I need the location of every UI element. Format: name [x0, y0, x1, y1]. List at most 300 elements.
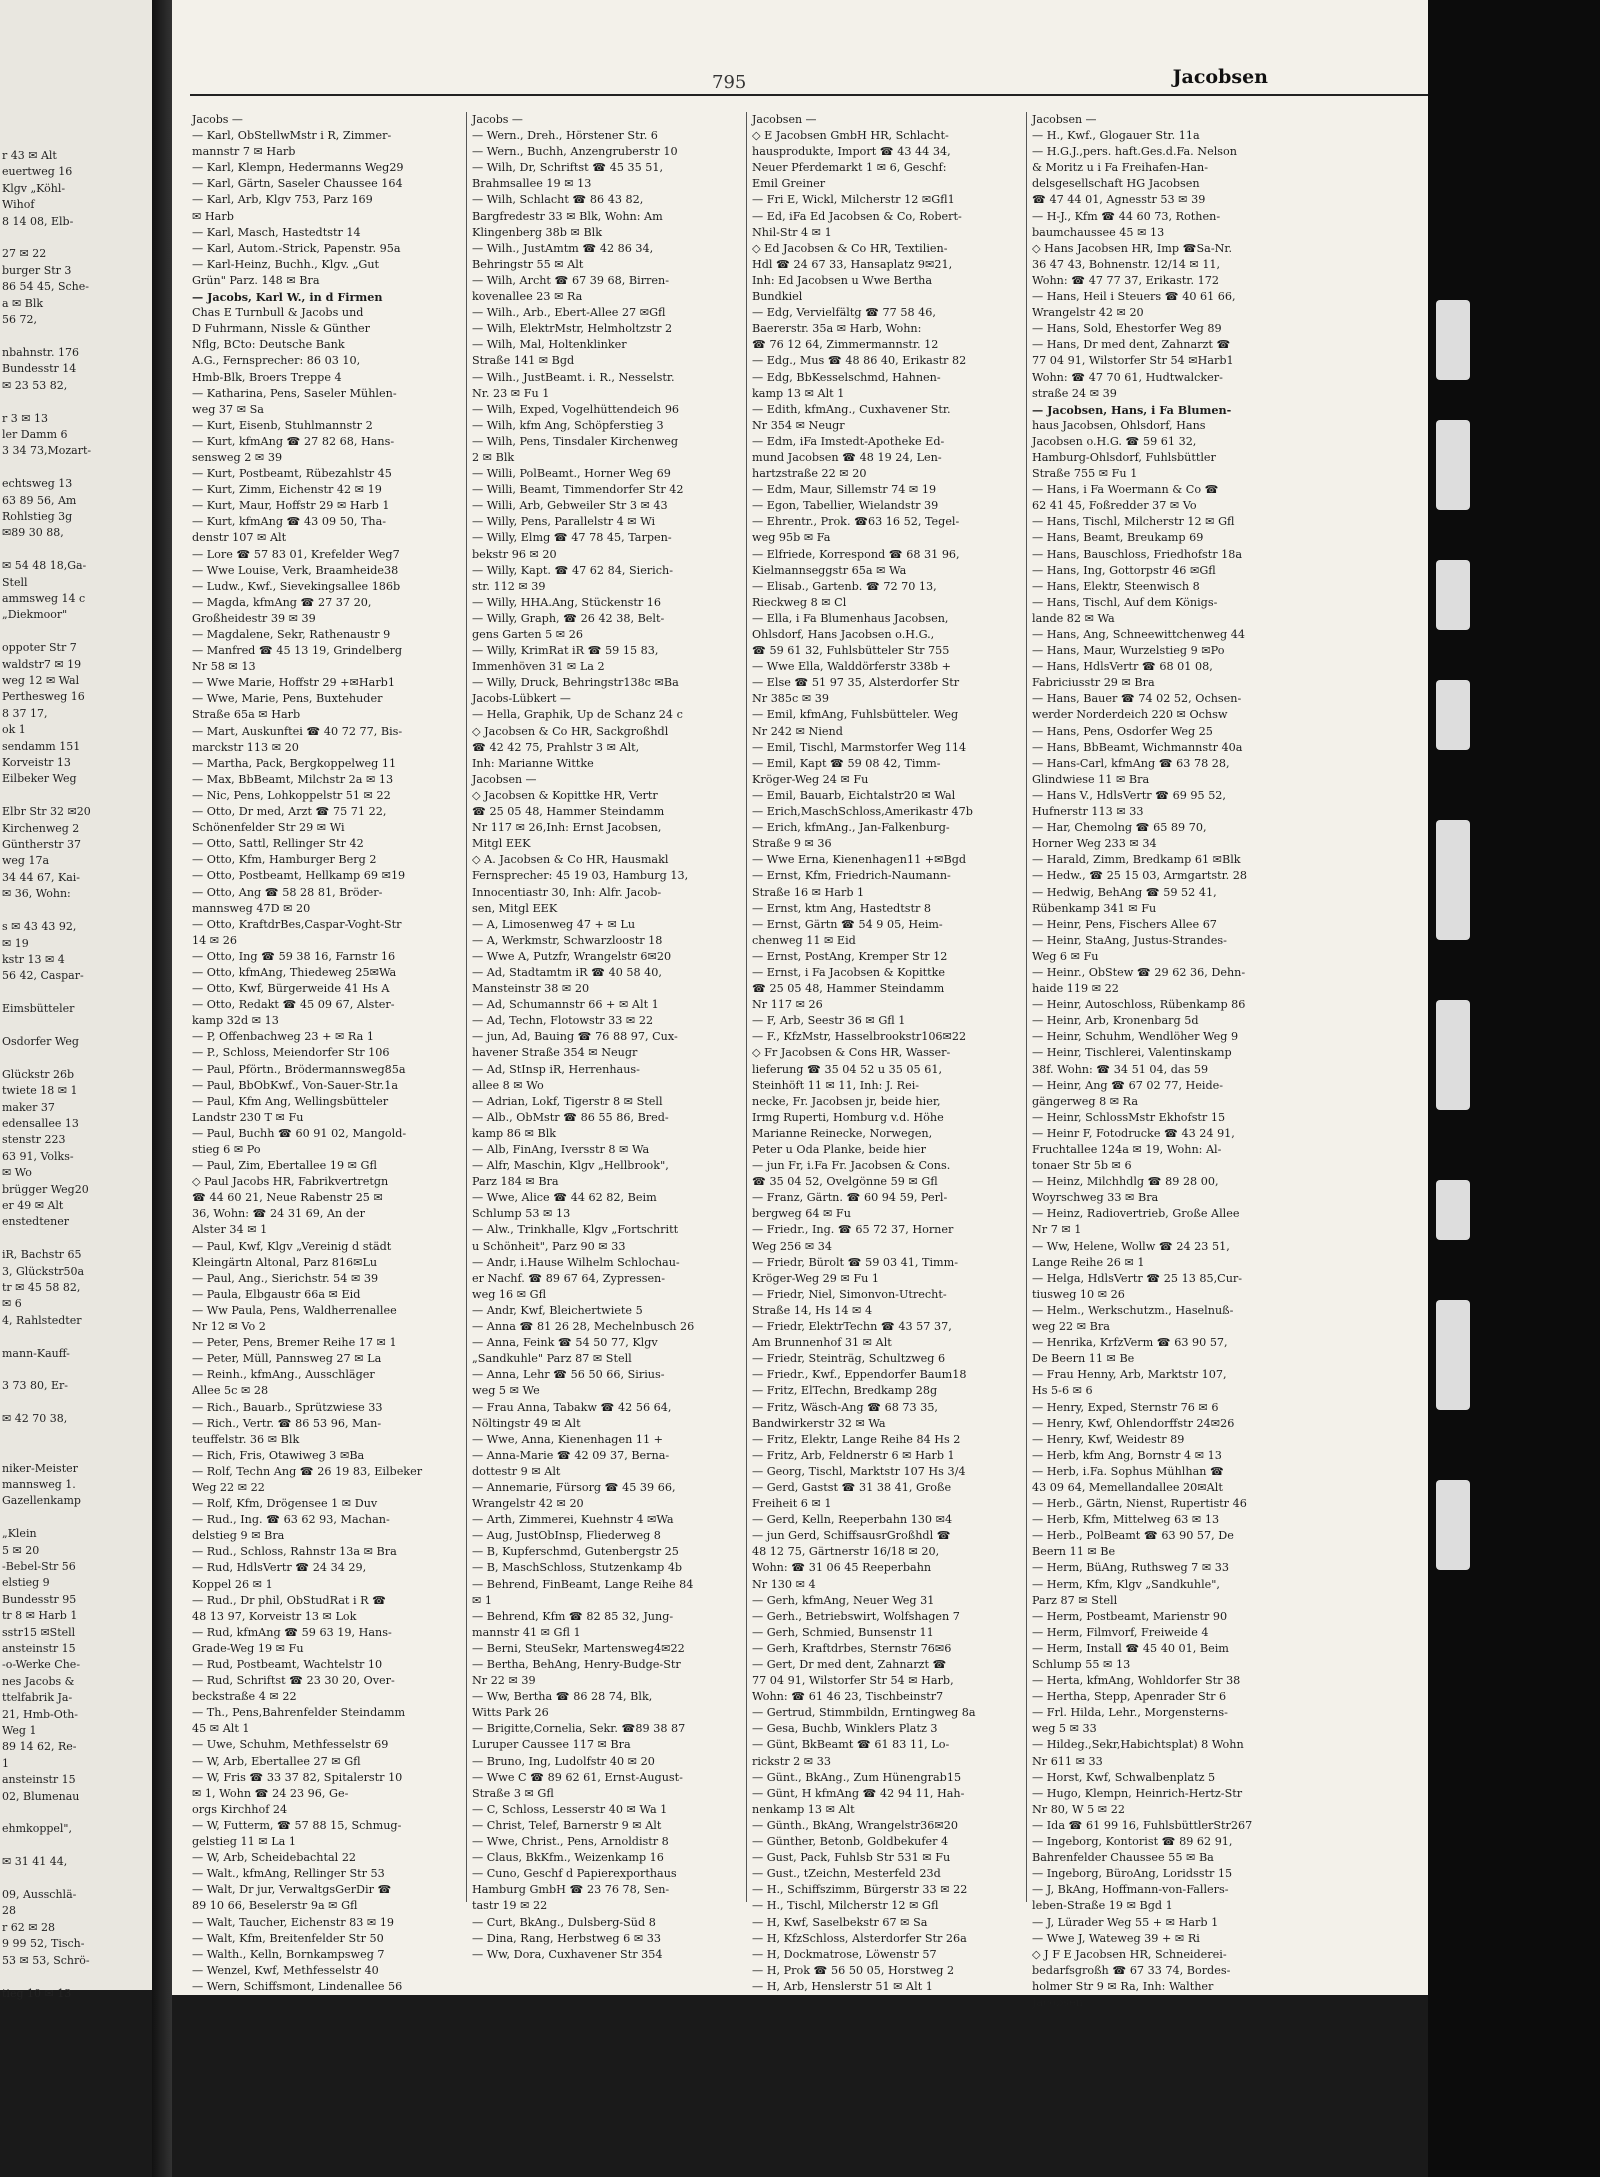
directory-entry-line: Fabriciusstr 29 ✉ Bra: [1032, 676, 1155, 690]
previous-page-line: [0, 460, 91, 476]
previous-page-line: -Bebel-Str 56: [2, 1559, 76, 1573]
directory-entry-line: er Nachf. ☎ 89 67 64, Zypressen-: [472, 1271, 666, 1285]
previous-page-line: [0, 1510, 91, 1526]
directory-entry-line: — Fri E, Wickl, Milcherstr 12 ✉Gfl1: [752, 193, 955, 207]
directory-entry-line: — Ad, Schumannstr 66 + ✉ Alt 1: [472, 998, 659, 1012]
directory-entry-line: mannsweg 47D ✉ 20: [192, 901, 311, 915]
directory-entry-line: — H-J., Kfm ☎ 44 60 73, Rothen-: [1032, 209, 1221, 223]
directory-entry-line: — Heinr F, Fotodrucke ☎ 43 24 91,: [1032, 1126, 1235, 1140]
directory-entry-line: — Henry, Exped, Sternstr 76 ✉ 6: [1032, 1400, 1219, 1414]
directory-entry-line: Mansteinstr 38 ✉ 20: [472, 982, 590, 996]
previous-page-line: Bundesstr 14: [2, 362, 77, 376]
directory-entry-line: holmer Str 9 ✉ Ra, Inh: Walther: [1032, 1979, 1214, 1993]
column-divider: [466, 112, 467, 1902]
previous-page-line: 8 14 08, Elb-: [2, 214, 74, 228]
directory-entry-line: — Herta, kfmAng, Wohldorfer Str 38: [1032, 1674, 1241, 1688]
previous-page-line: mann-Kauff-: [2, 1346, 70, 1360]
directory-entry-line: — Paul, Pförtn., Brödermannsweg85a: [192, 1062, 406, 1076]
directory-entry-line: Innocentiastr 30, Inh: Alfr. Jacob-: [472, 885, 662, 899]
directory-entry-line: — Wilh., Arb., Ebert-Allee 27 ✉Gfl: [472, 306, 666, 320]
directory-entry-line: — Walth., Kelln, Bornkampsweg 7: [192, 1947, 385, 1961]
directory-entry-line: ☎ 44 60 21, Neue Rabenstr 25 ✉: [192, 1191, 383, 1205]
previous-page-line: -o-Werke Che-: [2, 1658, 81, 1672]
directory-entry-line: — Helga, HdlsVertr ☎ 25 13 85,Cur-: [1032, 1271, 1243, 1285]
directory-entry-line: 62 41 45, Foßredder 37 ✉ Vo: [1032, 499, 1197, 513]
directory-entry-line: — Heinr, SchlossMstr Ekhofstr 15: [1032, 1110, 1226, 1124]
directory-entry-line: D Fuhrmann, Nissle & Günther: [192, 322, 370, 336]
directory-entry-line: — Wilh, ElektrMstr, Helmholtzstr 2: [472, 322, 673, 336]
directory-entry-line: Schönenfelder Str 29 ✉ Wi: [192, 821, 345, 835]
directory-entry-line: ✉ 1, Wohn ☎ 24 23 96, Ge-: [192, 1786, 349, 1800]
directory-entry-line: — Rolf, Kfm, Drögensee 1 ✉ Duv: [192, 1497, 378, 1511]
directory-entry-line: — Annemarie, Fürsorg ☎ 45 39 66,: [472, 1480, 676, 1494]
directory-entry-line: tonaer Str 5b ✉ 6: [1032, 1159, 1132, 1173]
directory-entry-line: Chas E Turnbull & Jacobs und: [192, 306, 364, 320]
directory-entry-line: — Henry, Kwf, Weidestr 89: [1032, 1432, 1185, 1446]
previous-page-line: mannsweg 1.: [2, 1477, 76, 1491]
directory-entry-line: ☎ 25 05 48, Hammer Steindamm: [752, 982, 945, 996]
directory-entry-line: Wrangelstr 42 ✉ 20: [472, 1497, 584, 1511]
directory-entry-line: — Kurt, Zimm, Eichenstr 42 ✉ 19: [192, 483, 382, 497]
previous-page-line: 86 54 45, Sche-: [2, 280, 89, 294]
directory-entry-line: Kielmannseggstr 65a ✉ Wa: [752, 563, 907, 577]
directory-entry-line: — Andr, Kwf, Bleichertwiete 5: [472, 1303, 643, 1317]
previous-page-line: sendamm 151: [2, 739, 81, 753]
directory-entry-line: — Wenzel, Kwf, Methfesselstr 40: [192, 1963, 379, 1977]
directory-entry-line: Bargfredestr 33 ✉ Blk, Wohn: Am: [472, 209, 663, 223]
directory-entry-line: lieferung ☎ 35 04 52 u 35 05 61,: [752, 1062, 943, 1076]
directory-entry-line: — Rud, Schriftst ☎ 23 30 20, Over-: [192, 1674, 395, 1688]
directory-entry-line: — Alb., ObMstr ☎ 86 55 86, Bred-: [472, 1110, 669, 1124]
previous-page-line: sstr15 ✉Stell: [2, 1625, 76, 1639]
directory-entry-line: — Otto, Kwf, Bürgerweide 41 Hs A: [192, 982, 390, 996]
directory-entry-line: Nflg, BCto: Deutsche Bank: [192, 338, 345, 352]
directory-entry-line: — Herb., PolBeamt ☎ 63 90 57, De: [1032, 1529, 1234, 1543]
previous-page-line: ✉ 6: [2, 1297, 22, 1311]
directory-entry-line: — Friedr, ElektrTechn ☎ 43 57 37,: [752, 1320, 952, 1334]
directory-entry-line: weg 37 ✉ Sa: [192, 402, 264, 416]
directory-entry-line: 14 ✉ 26: [192, 933, 237, 947]
directory-entry-line: — Wwe, Marie, Pens, Buxtehuder: [192, 692, 383, 706]
previous-page-line: waldstr7 ✉ 19: [2, 657, 82, 671]
directory-entry-line: ◇ A. Jacobsen & Co HR, Hausmakl: [472, 853, 669, 867]
directory-entry-line: — Hans, Elektr, Steenwisch 8: [1032, 579, 1200, 593]
page-number: 795: [712, 72, 747, 93]
previous-page-line: r 62 ✉ 28: [2, 1920, 55, 1934]
previous-page-line: ✉ 36, Wohn:: [2, 887, 71, 901]
directory-entry-line: — Behrend, FinBeamt, Lange Reihe 84: [472, 1577, 694, 1591]
directory-entry-line: Hamburg GmbH ☎ 23 76 78, Sen-: [472, 1883, 670, 1897]
directory-entry-line: — Wilh, Dr, Schriftst ☎ 45 35 51,: [472, 161, 664, 175]
directory-entry-line: ◇ Fr Jacobsen & Cons HR, Wasser-: [752, 1046, 951, 1060]
previous-page-line: 34 44 67, Kai-: [2, 870, 80, 884]
column-divider: [746, 112, 747, 1902]
edge-mark: [1436, 1000, 1470, 1110]
previous-page-line: 4, Rahlstedter: [2, 1313, 82, 1327]
directory-entry-line: — Mart, Auskunftei ☎ 40 72 77, Bis-: [192, 724, 403, 738]
directory-entry-line: — Wern., Dreh., Hörstener Str. 6: [472, 129, 658, 143]
directory-entry-line: mund Jacobsen ☎ 48 19 24, Len-: [752, 450, 942, 464]
previous-page-line: Elbr Str 32 ✉20: [2, 805, 91, 819]
directory-entry-line: Jacobs-Lübkert —: [472, 692, 571, 706]
directory-entry-line: Ohlsdorf, Hans Jacobsen o.H.G.,: [752, 628, 935, 641]
directory-entry-line: Kleingärtn Altonal, Parz 816✉Lu: [192, 1255, 378, 1269]
directory-entry-line: — Manfred ☎ 45 13 19, Grindelberg: [192, 644, 403, 658]
directory-entry-line: — H., Tischl, Milcherstr 12 ✉ Gfl: [752, 1899, 939, 1913]
previous-page-line: r 43 ✉ Alt: [2, 149, 57, 162]
directory-entry-line: Marianne Reinecke, Norwegen,: [752, 1126, 933, 1140]
previous-page-line: Wihof: [2, 198, 35, 212]
directory-entry-line: — H, KfzSchloss, Alsterdorfer Str 26a: [752, 1931, 967, 1945]
directory-entry-line: kamp 13 ✉ Alt 1: [752, 386, 845, 400]
directory-entry-line: — Gert, Dr med dent, Zahnarzt ☎: [752, 1658, 947, 1671]
directory-entry-line: Bahrenfelder Chaussee 55 ✉ Ba: [1032, 1851, 1214, 1865]
directory-entry-line: — Martha, Pack, Bergkoppelweg 11: [192, 756, 397, 770]
previous-page-line: ansteinstr 15: [2, 1773, 76, 1787]
directory-entry-line: allee 8 ✉ Wo: [472, 1078, 544, 1092]
directory-entry-line: — Fritz, ElTechn, Bredkamp 28g: [752, 1384, 938, 1398]
directory-entry-line: mannstr 41 ✉ Gfl 1: [472, 1625, 581, 1639]
previous-page-line: [0, 1395, 91, 1411]
directory-entry-line: — Peter, Pens, Bremer Reihe 17 ✉ 1: [192, 1336, 397, 1350]
directory-entry-line: — Anna, Lehr ☎ 56 50 66, Sirius-: [472, 1368, 665, 1382]
directory-entry-line: — Adrian, Lokf, Tigerstr 8 ✉ Stell: [472, 1094, 663, 1108]
directory-entry-line: — jun, Ad, Bauing ☎ 76 88 97, Cux-: [472, 1030, 678, 1044]
column-divider: [1026, 112, 1027, 1902]
previous-page-line: nes Jacobs &: [2, 1674, 75, 1688]
directory-entry-line: Straße 14, Hs 14 ✉ 4: [752, 1303, 873, 1317]
directory-entry-line: — Rud, HdlsVertr ☎ 24 34 29,: [192, 1561, 367, 1575]
directory-entry-line: Nr 117 ✉ 26,Inh: Ernst Jacobsen,: [472, 821, 662, 835]
directory-entry-line: — Hildeg.,Sekr,Habichtsplat) 8 Wohn: [1032, 1738, 1244, 1752]
directory-entry-line: Nr 80, W 5 ✉ 22: [1032, 1802, 1125, 1816]
directory-entry-line: — Heinr, Tischlerei, Valentinskamp: [1032, 1046, 1232, 1060]
directory-entry-line: ☎ 59 61 32, Fuhlsbütteler Str 755: [752, 644, 950, 658]
directory-entry-line: ✉ Harb: [192, 209, 234, 223]
directory-entry-line: — Herm, Postbeamt, Marienstr 90: [1032, 1609, 1228, 1623]
previous-page-line: Gazellenkamp: [2, 1494, 81, 1508]
directory-entry-line: Fernsprecher: 45 19 03, Hamburg 13,: [472, 869, 689, 883]
directory-entry-line: haus Jacobsen, Ohlsdorf, Hans: [1032, 418, 1206, 432]
directory-entry-line: marckstr 113 ✉ 20: [192, 740, 299, 754]
previous-page-line: 56 72,: [2, 313, 37, 327]
directory-entry-line: Nr 385c ✉ 39: [752, 692, 830, 706]
directory-entry-line: — Günt, H kfmAng ☎ 42 94 11, Hah-: [752, 1786, 965, 1800]
directory-entry-line: — Günther, Betonb, Goldbekufer 4: [752, 1835, 949, 1849]
directory-entry-line: — Frl. Hilda, Lehr., Morgensterns-: [1032, 1706, 1228, 1720]
directory-entry-line: — Wwe, Anna, Kienenhagen 11 +: [472, 1432, 663, 1446]
directory-entry-line: Bandwirkerstr 32 ✉ Wa: [752, 1416, 886, 1430]
header-rule: [190, 94, 1428, 96]
directory-entry-line: Weg 22 ✉ 22: [192, 1480, 265, 1494]
previous-page-line: [0, 624, 91, 640]
directory-entry-line: — Harald, Zimm, Bredkamp 61 ✉Blk: [1032, 853, 1241, 867]
directory-entry-line: — Edg, BbKesselschmd, Hahnen-: [752, 370, 941, 384]
directory-entry-line: — jun Fr, i.Fa Fr. Jacobsen & Cons.: [752, 1159, 951, 1173]
edge-mark: [1436, 1480, 1470, 1570]
directory-entry-line: — Hans, Bauschloss, Friedhofstr 18a: [1032, 547, 1243, 561]
directory-entry-line: baumchaussee 45 ✉ 13: [1032, 225, 1165, 239]
previous-page-line: 3 34 73,Mozart-: [2, 444, 92, 458]
directory-entry-line: — Alb, FinAng, Iversstr 8 ✉ Wa: [472, 1143, 650, 1156]
directory-entry-line: — Wwe C ☎ 89 62 61, Ernst-August-: [472, 1770, 683, 1784]
directory-entry-line: — Fritz, Arb, Feldnerstr 6 ✉ Harb 1: [752, 1448, 955, 1462]
directory-entry-line: Wohn: ☎ 47 70 61, Hudtwalcker-: [1032, 370, 1223, 384]
directory-entry-line: — Gesa, Buchb, Winklers Platz 3: [752, 1722, 938, 1736]
previous-page-line: Eimsbütteler: [2, 1002, 75, 1016]
directory-entry-line: A.G., Fernsprecher: 86 03 10,: [192, 354, 361, 368]
directory-entry-line: Fruchtallee 124a ✉ 19, Wohn: Al-: [1032, 1143, 1222, 1156]
directory-entry-line: — Otto, Redakt ☎ 45 09 67, Alster-: [192, 998, 395, 1012]
directory-entry-line: Am Brunnenhof 31 ✉ Alt: [752, 1336, 892, 1350]
directory-entry-line: — Gerd, Kelln, Reeperbahn 130 ✉4: [752, 1513, 953, 1527]
directory-entry-line: — Frau Henny, Arb, Marktstr 107,: [1032, 1368, 1227, 1382]
directory-entry-line: Straße 16 ✉ Harb 1: [752, 885, 865, 899]
directory-entry-line: — Wilh, Schlacht ☎ 86 43 82,: [472, 193, 644, 207]
directory-entry-line: Straße 9 ✉ 36: [752, 837, 832, 851]
directory-column-2: [472, 112, 740, 1961]
directory-entry-line: — Hans, Pens, Osdorfer Weg 25: [1032, 724, 1213, 738]
previous-page-line: Kirchenweg 2: [2, 821, 80, 835]
directory-entry-line: — Heinr, Pens, Fischers Allee 67: [1032, 917, 1217, 931]
edge-mark: [1436, 1300, 1470, 1410]
previous-page-line: [0, 328, 91, 344]
directory-entry-line: — B, MaschSchloss, Stutzenkamp 4b: [472, 1561, 683, 1575]
directory-entry-line: Beern 11 ✉ Be: [1032, 1545, 1116, 1559]
directory-entry-line: — Friedr, Bürolt ☎ 59 03 41, Timm-: [752, 1255, 959, 1269]
directory-entry-line: nenkamp 13 ✉ Alt: [752, 1802, 855, 1816]
directory-entry-line: Nr 117 ✉ 26: [752, 998, 823, 1012]
directory-entry-line: — Edith, kfmAng., Cuxhavener Str.: [752, 402, 951, 416]
previous-page-line: [0, 1838, 91, 1854]
directory-entry-line: — Friedr., Ing. ☎ 65 72 37, Horner: [752, 1223, 954, 1237]
directory-entry-line: — Friedr., Kwf., Eppendorfer Baum18: [752, 1368, 967, 1382]
directory-entry-line: bedarfsgroßh ☎ 67 33 74, Bordes-: [1032, 1963, 1231, 1977]
directory-entry-line: — Hertha, Stepp, Apenrader Str 6: [1032, 1690, 1227, 1704]
directory-entry-line: — Herm, Filmvorf, Freiweide 4: [1032, 1625, 1209, 1639]
previous-page-line: 28: [2, 1904, 16, 1918]
directory-entry-line: Emil Greiner: [752, 177, 826, 191]
directory-entry-line: — Hedwig, BehAng ☎ 59 52 41,: [1032, 885, 1217, 899]
directory-entry-line: Schlump 53 ✉ 13: [472, 1207, 571, 1221]
directory-entry-line: — Nic, Pens, Lohkoppelstr 51 ✉ 22: [192, 788, 391, 802]
directory-entry-line: 2 ✉ Blk: [472, 450, 515, 464]
directory-entry-line: — Ida ☎ 61 99 16, FuhlsbüttlerStr267: [1032, 1818, 1253, 1832]
directory-entry-line: Glindwiese 11 ✉ Bra: [1032, 772, 1150, 786]
directory-entry-line: Hmb-Blk, Broers Treppe 4: [192, 370, 342, 384]
directory-entry-line: — Max, BbBeamt, Milchstr 2a ✉ 13: [192, 772, 394, 786]
previous-page-line: ansteinstr 15: [2, 1641, 76, 1655]
directory-entry-line: — Ernst, Kfm, Friedrich-Naumann-: [752, 869, 951, 883]
previous-page-line: Osdorfer Weg: [2, 1034, 79, 1048]
directory-entry-line: Straße 755 ✉ Fu 1: [1032, 467, 1138, 481]
directory-entry-line: tastr 19 ✉ 22: [472, 1899, 548, 1913]
directory-entry-line: — F., KfzMstr, Hasselbrookstr106✉22: [752, 1030, 967, 1044]
directory-entry-line: & Moritz u i Fa Freihafen-Han-: [1032, 161, 1209, 175]
directory-entry-line: Nr. 23 ✉ Fu 1: [472, 386, 550, 400]
previous-page-line: r 3 ✉ 13: [2, 411, 48, 425]
directory-entry-line: Wohn: ☎ 31 06 45 Reeperbahn: [752, 1561, 932, 1575]
directory-entry-line: teuffelstr. 36 ✉ Blk: [192, 1432, 300, 1446]
directory-entry-line: Witts Park 26: [472, 1706, 549, 1720]
directory-entry-line: — Herb., Gärtn, Nienst, Rupertistr 46: [1032, 1497, 1247, 1511]
directory-entry-line: Jacobsen —: [1032, 113, 1097, 126]
directory-entry-line: bergweg 64 ✉ Fu: [752, 1207, 851, 1221]
directory-entry-line: Weg 6 ✉ Fu: [1032, 949, 1099, 963]
directory-entry-line: Immenhöven 31 ✉ La 2: [472, 660, 605, 674]
directory-entry-line: — Magdalene, Sekr, Rathenaustr 9: [192, 628, 391, 641]
directory-entry-line: — Edg., Mus ☎ 48 86 40, Erikastr 82: [752, 354, 967, 368]
directory-entry-line: — Horst, Kwf, Schwalbenplatz 5: [1032, 1770, 1216, 1784]
directory-entry-line: — Aug, JustObInsp, Fliederweg 8: [472, 1529, 661, 1543]
previous-page-line: 5 ✉ 20: [2, 1543, 40, 1557]
directory-entry-line: Woyrschweg 33 ✉ Bra: [1032, 1191, 1159, 1205]
previous-page-line: euertweg 16: [2, 165, 73, 179]
previous-page-line: ler Damm 6: [2, 427, 68, 441]
directory-entry-line: ☎ 25 05 48, Hammer Steindamm: [472, 805, 665, 819]
directory-entry-line: — Andr, i.Hause Wilhelm Schlochau-: [472, 1255, 680, 1269]
directory-entry-line: — Hans, Tischl, Milcherstr 12 ✉ Gfl: [1032, 515, 1235, 529]
directory-entry-line: straße 24 ✉ 39: [1032, 386, 1117, 400]
directory-entry-line: Inh: Marianne Wittke: [472, 756, 594, 770]
directory-entry-line: Nr 130 ✉ 4: [752, 1577, 816, 1591]
directory-entry-line: Jacobsen: [1032, 1995, 1083, 2009]
directory-entry-line: — Rich., Vertr. ☎ 86 53 96, Man-: [192, 1416, 382, 1430]
directory-column-3: [752, 112, 1020, 1993]
directory-entry-line: — Ernst, PostAng, Kremper Str 12: [752, 949, 948, 963]
directory-entry-line: necke, Fr. Jacobsen jr, beide hier,: [752, 1094, 941, 1108]
directory-entry-line: — H, Kwf, Saselbekstr 67 ✉ Sa: [752, 1915, 928, 1929]
directory-entry-line: — Otto, kfmAng, Thiedeweg 25✉Wa: [192, 965, 397, 979]
directory-entry-line: — Kurt, Postbeamt, Rübezahlstr 45: [192, 467, 392, 481]
directory-entry-line: — P., Schloss, Meiendorfer Str 106: [192, 1046, 390, 1060]
directory-entry-line: — Behrend, Kfm ☎ 82 85 32, Jung-: [472, 1609, 674, 1623]
directory-entry-line: — Ludw., Kwf., Sievekingsallee 186b: [192, 579, 401, 593]
directory-entry-line: werder Norderdeich 220 ✉ Ochsw: [1032, 708, 1228, 722]
previous-page-line: twiete 18 ✉ 1: [2, 1084, 78, 1098]
previous-page-line: ✉ 23 53 82,: [2, 378, 68, 392]
directory-entry-line: — Herb, Kfm, Mittelweg 63 ✉ 13: [1032, 1513, 1220, 1527]
directory-entry-line: Landstr 230 T ✉ Fu: [192, 1110, 304, 1124]
directory-entry-line: — Th., Pens,Bahrenfelder Steindamm: [192, 1706, 406, 1720]
directory-entry-line: — Willy, KrimRat iR ☎ 59 15 83,: [472, 644, 659, 658]
edge-mark: [1436, 680, 1470, 750]
directory-entry-line: rickstr 2 ✉ 33: [752, 1754, 831, 1768]
directory-entry-line: hartzstraße 22 ✉ 20: [752, 467, 867, 481]
directory-entry-line: — Jacobs, Karl W., in d Firmen: [192, 290, 383, 305]
directory-entry-line: — Paul, Kwf, Klgv „Vereinig d städt: [192, 1239, 392, 1253]
directory-entry-line: — W, Arb, Scheidebachtal 22: [192, 1851, 357, 1865]
directory-entry-line: — J, Lürader Weg 55 + ✉ Harb 1: [1032, 1915, 1219, 1929]
directory-entry-line: weg 5 ✉ We: [472, 1384, 540, 1398]
directory-entry-line: — Rud., Ing. ☎ 63 62 93, Machan-: [192, 1513, 390, 1527]
directory-entry-line: — Heinr, Schuhm, Wendlöher Weg 9: [1032, 1030, 1239, 1044]
previous-page-line: 9 99 52, Tisch-: [2, 1937, 85, 1951]
directory-entry-line: — Wilh, Archt ☎ 67 39 68, Birren-: [472, 273, 669, 287]
directory-entry-line: — Karl-Heinz, Buchh., Klgv. „Gut: [192, 257, 380, 271]
directory-entry-line: — Helm., Werkschutzm., Haselnuß-: [1032, 1303, 1234, 1317]
previous-page-line: 3, Glückstr50a: [2, 1264, 85, 1278]
directory-entry-line: denstr 107 ✉ Alt: [192, 531, 287, 545]
directory-entry-line: — Kurt, Eisenb, Stuhlmannstr 2: [192, 418, 373, 432]
directory-entry-line: 43 09 64, Memellandallee 20✉Alt: [1032, 1480, 1223, 1494]
previous-page-line: tr 8 ✉ Harb 1: [2, 1609, 78, 1623]
directory-entry-line: Wrangelstr 42 ✉ 20: [1032, 306, 1144, 320]
directory-entry-line: Nr 12 ✉ Vo 2: [192, 1320, 266, 1334]
directory-entry-line: — B, Kupferschmd, Gutenbergstr 25: [472, 1545, 679, 1559]
directory-entry-line: — Heinr, Autoschloss, Rübenkamp 86: [1032, 998, 1246, 1012]
previous-page-line: 63 89 56, Am: [2, 493, 77, 507]
directory-entry-line: — Edm, Maur, Sillemstr 74 ✉ 19: [752, 483, 937, 497]
directory-entry-line: — Ww, Bertha ☎ 86 28 74, Blk,: [472, 1690, 653, 1704]
previous-page-line: Rohlstieg 3g: [2, 509, 73, 523]
directory-entry-line: — Christ, Telef, Barnerstr 9 ✉ Alt: [472, 1818, 662, 1832]
directory-entry-line: dottestr 9 ✉ Alt: [472, 1464, 561, 1478]
directory-entry-line: Kröger-Weg 24 ✉ Fu: [752, 772, 869, 786]
directory-entry-line: — Peter, Müll, Pannsweg 27 ✉ La: [192, 1352, 382, 1366]
directory-entry-line: — Rich, Fris, Otawiweg 3 ✉Ba: [192, 1448, 365, 1462]
directory-entry-line: bekstr 96 ✉ 20: [472, 547, 557, 561]
previous-page-line: [0, 1805, 91, 1821]
directory-entry-line: — Wilh., JustBeamt. i. R., Nesselstr.: [472, 370, 675, 384]
directory-entry-line: — jun Gerd, SchiffsausrGroßhdl ☎: [752, 1529, 951, 1543]
previous-page-line: 09, Ausschlä-: [2, 1888, 77, 1902]
directory-entry-line: Steinhöft 11 ✉ 11, Inh: J. Rei-: [752, 1078, 920, 1092]
directory-entry-line: havener Straße 354 ✉ Neugr: [472, 1046, 638, 1060]
directory-entry-line: 38f. Wohn: ☎ 34 51 04, das 59: [1032, 1062, 1209, 1076]
directory-entry-line: — Gerd, Gastst ☎ 31 38 41, Große: [752, 1480, 952, 1494]
directory-entry-line: — Friedr, Steinträg, Schultzweg 6: [752, 1352, 946, 1366]
directory-entry-line: — Kurt, kfmAng ☎ 43 09 50, Tha-: [192, 515, 387, 529]
directory-entry-line: — Wilh., JustAmtm ☎ 42 86 34,: [472, 241, 654, 255]
previous-page-line: oppoter Str 7: [2, 641, 77, 655]
directory-entry-line: — Anna ☎ 81 26 28, Mechelnbusch 26: [472, 1320, 695, 1334]
previous-page-line: Stell: [2, 575, 28, 589]
previous-page-line: [0, 394, 91, 410]
directory-entry-line: — Anna-Marie ☎ 42 09 37, Berna-: [472, 1448, 670, 1462]
directory-entry-line: — Hans, Maur, Wurzelstieg 9 ✉Po: [1032, 644, 1225, 658]
directory-entry-line: Klingenberg 38b ✉ Blk: [472, 225, 603, 239]
directory-entry-line: — Ad, StInsp iR, Herrenhaus-: [472, 1062, 640, 1076]
directory-entry-line: — Hans, Sold, Ehestorfer Weg 89: [1032, 322, 1222, 336]
directory-entry-line: — Egon, Tabellier, Wielandstr 39: [752, 499, 939, 513]
directory-entry-line: — Hans, HdlsVertr ☎ 68 01 08,: [1032, 660, 1213, 674]
previous-page-line: ✉89 30 88,: [2, 526, 64, 540]
directory-entry-line: — Walt., kfmAng, Rellinger Str 53: [192, 1867, 385, 1881]
previous-page-line: 21, Hmb-Oth-: [2, 1707, 79, 1721]
directory-entry-line: ◇ Jacobsen & Kopittke HR, Vertr: [472, 788, 658, 802]
directory-entry-line: — W, Futterm, ☎ 57 88 15, Schmug-: [192, 1818, 402, 1832]
directory-entry-line: — H.G.J.,pers. haft.Ges.d.Fa. Nelson: [1032, 145, 1237, 159]
directory-entry-line: Jacobsen —: [472, 772, 537, 786]
directory-entry-line: kamp 86 ✉ Blk: [472, 1126, 557, 1140]
directory-entry-line: — Hans, Tischl, Auf dem Königs-: [1032, 595, 1218, 609]
directory-entry-line: — Ernst, Gärtn ☎ 54 9 05, Heim-: [752, 917, 943, 931]
directory-entry-line: — Curt, BkAng., Dulsberg-Süd 8: [472, 1915, 656, 1929]
previous-page-line: Eilbeker Weg: [2, 772, 77, 786]
directory-entry-line: — Heinr, Arb, Kronenbarg 5d: [1032, 1014, 1199, 1028]
directory-entry-line: weg 22 ✉ Bra: [1032, 1320, 1110, 1334]
directory-entry-line: — Elisab., Gartenb. ☎ 72 70 13,: [752, 579, 937, 593]
directory-entry-line: ◇ Ed Jacobsen & Co HR, Textilien-: [752, 241, 948, 255]
directory-entry-line: — Rud., Schloss, Rahnstr 13a ✉ Bra: [192, 1545, 397, 1559]
directory-entry-line: gängerweg 8 ✉ Ra: [1032, 1094, 1139, 1108]
directory-entry-line: ◇ Hans Jacobsen HR, Imp ☎Sa-Nr.: [1032, 241, 1233, 255]
directory-entry-line: — Wwe Marie, Hoffstr 29 +✉Harb1: [192, 676, 395, 690]
directory-entry-line: Mitgl EEK: [472, 837, 531, 851]
directory-entry-line: ◇ J F E Jacobsen HR, Schneiderei-: [1032, 1947, 1227, 1961]
directory-entry-line: Weg 256 ✉ 34: [752, 1239, 832, 1253]
